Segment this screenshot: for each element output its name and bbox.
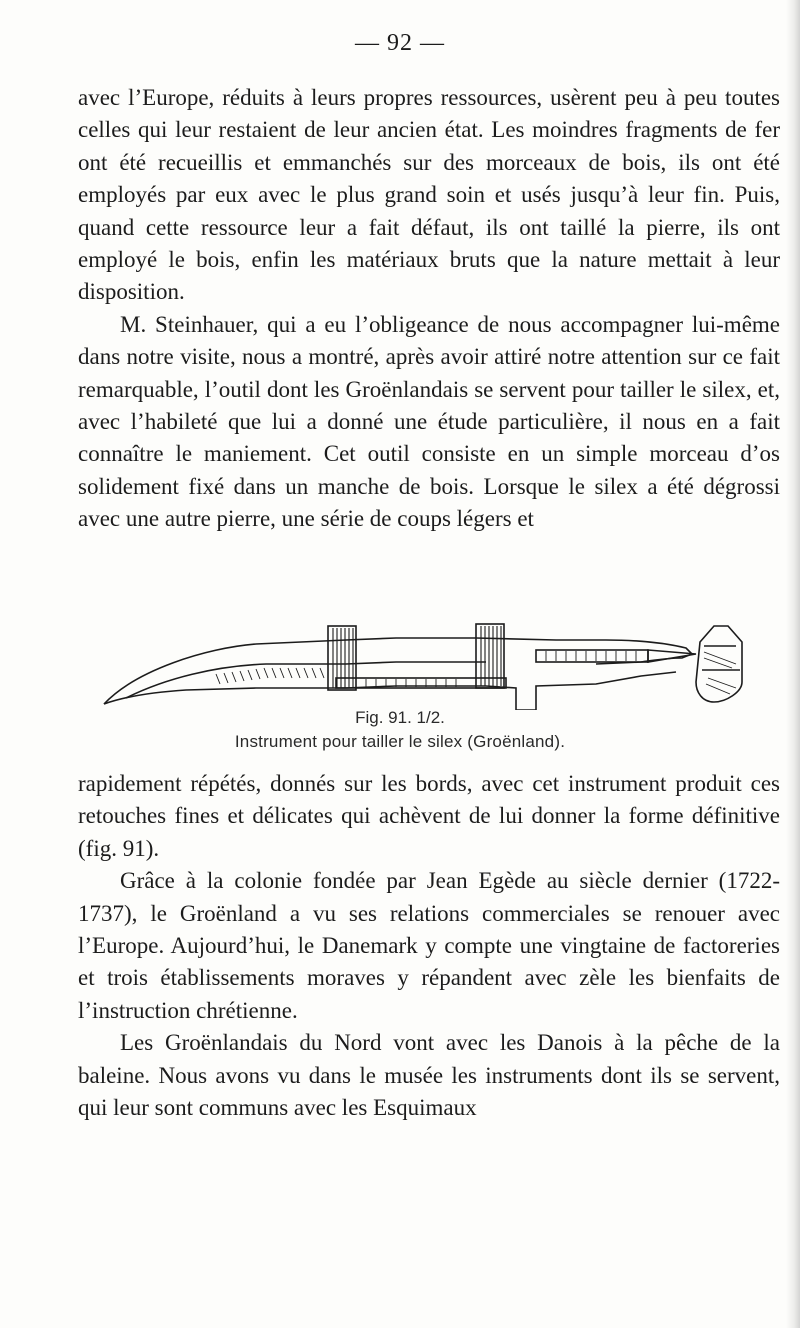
tool-drawing: [96, 618, 748, 710]
figure-label: Fig. 91. 1/2.: [355, 708, 445, 727]
body-text-bottom: [78, 768, 780, 1124]
paragraph-4: Grâce à la colonie fondée par Jean Egède au siècle dernier (1722-1737), le Groënland a vu ses relations commerciales se renouer avec l’Europe. Aujourd’hui, le Danemark y compte une vingtaine de factoreries et trois établissements moraves y répandent avec zèle les bienfaits de l’instruction chrétienne.: [78, 868, 780, 1023]
paragraph-2: M. Steinhauer, qui a eu l’obligeance de nous accompagner lui-même dans notre visite, nous a montré, après avoir attiré notre attention sur ce fait remarquable, l’outil dont les Groënlandais se servent pour tailler le silex, et, avec l’habileté que lui a donné une étude particulière, il nous en a fait connaître le maniement. Cet outil consiste en un simple morceau d’os solidement fixé dans un manche de bois. Lorsque le silex a été dégrossi avec une autre pierre, une série de coups légers et: [78, 311, 780, 532]
paragraph-3: rapidement répétés, donnés sur les bords, avec cet instrument produit ces retouches fines et délicates qui achèvent de lui donner la forme définitive (fig. 91).: [78, 771, 780, 861]
flint-tool-illustration: [96, 618, 748, 710]
paragraph-1: avec l’Europe, réduits à leurs propres ressources, usèrent peu à peu toutes celles qui leur restaient de leur ancien état. Les moindres fragments de fer ont été recueillis et emmanchés sur des morceaux de bois, ils ont été employés par eux avec le plus grand soin et usés jusqu’à leur fin. Puis, quand cette ressource leur a fait défaut, ils ont taillé la pierre, ils ont employé le bois, enfin les matériaux bruts que la nature mettait à leur disposition.: [78, 85, 780, 305]
page-number: — 92 —: [355, 30, 445, 56]
paragraph-5: Les Groënlandais du Nord vont avec les Danois à la pêche de la baleine. Nous avons vu dans le musée les instruments dont ils se servent, qui leur sont communs avec les Esquimaux: [78, 1030, 780, 1121]
figure-caption: Instrument pour tailler le silex (Groënland).: [234, 732, 566, 751]
body-text-top: [78, 82, 780, 536]
page-edge-shadow: [786, 0, 800, 1328]
